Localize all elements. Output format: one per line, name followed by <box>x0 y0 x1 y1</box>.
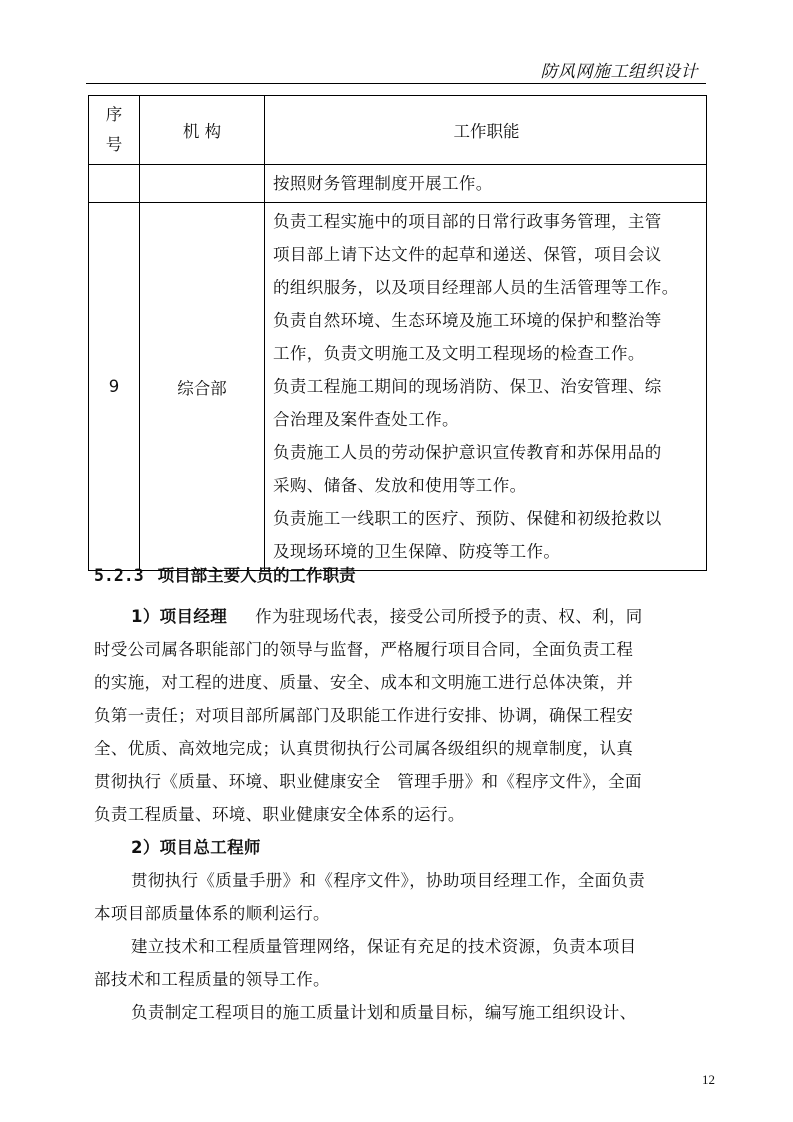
page-header <box>86 55 706 84</box>
paragraph-line <box>131 603 643 627</box>
cell-function <box>265 203 707 571</box>
function-line: 合治理及案件查处工作。 <box>273 410 459 429</box>
function-line: 采购、储备、发放和使用等工作。 <box>273 476 527 495</box>
paragraph-line: 负第一责任；对项目部所属部门及职能工作进行安排、协调，确保工程安 <box>94 706 634 725</box>
function-line: 的组织服务，以及项目经理部人员的生活管理等工作。 <box>273 278 679 297</box>
function-line: 负责工程实施中的项目部的日常行政事务管理，主管 <box>273 212 662 231</box>
function-line: 负责施工人员的劳动保护意识宣传教育和苏保用品的 <box>273 443 662 462</box>
header-no-char-1: 序 <box>105 105 123 124</box>
paragraph-line: 时受公司属各职能部门的领导与监督，严格履行项目合同，全面负责工程 <box>94 640 634 659</box>
function-line: 负责施工一线职工的医疗、预防、保健和初级抢救以 <box>273 509 662 528</box>
function-line: 及现场环境的卫生保障、防疫等工作。 <box>273 542 561 561</box>
function-line: 项目部上请下达文件的起草和递送、保管，项目会议 <box>273 245 662 264</box>
paragraph-line: 部技术和工程质量的领导工作。 <box>94 970 330 989</box>
function-line: 负责自然环境、生态环境及施工环境的保护和整治等 <box>273 311 662 330</box>
function-line: 负责工程施工期间的现场消防、保卫、治安管理、综 <box>273 377 662 396</box>
paragraph-line: 全、优质、高效地完成；认真贯彻执行公司属各级组织的规章制度，认真 <box>94 739 634 758</box>
column-header-org: 机 构 <box>140 96 265 165</box>
section-title: 项目部主要人员的工作职责 <box>157 566 356 585</box>
project-manager-label: 1）项目经理 <box>131 607 228 626</box>
cell-no <box>89 165 140 203</box>
text-run: 作为驻现场代表，接受公司所授予的责、权、利，同 <box>255 607 643 626</box>
paragraph-line: 负责工程质量、环境、职业健康安全体系的运行。 <box>94 805 465 824</box>
table-header-row <box>89 96 707 165</box>
table-row <box>89 165 707 203</box>
page-number: 12 <box>702 1072 715 1087</box>
cell-function <box>265 165 707 203</box>
cell-org <box>140 165 265 203</box>
section-heading <box>94 562 356 586</box>
document-title: 防风网施工组织设计 <box>540 62 698 82</box>
paragraph-line: 建立技术和工程质量管理网络，保证有充足的技术资源，负责本项目 <box>131 937 637 956</box>
header-no-char-2: 号 <box>105 135 123 154</box>
column-header-function: 工作职能 <box>265 96 707 165</box>
cell-org: 综合部 <box>140 203 265 571</box>
table-row <box>89 203 707 571</box>
paragraph-line: 本项目部质量体系的顺利运行。 <box>94 904 330 923</box>
column-header-no <box>89 96 140 165</box>
cell-no: 9 <box>89 203 140 571</box>
chief-engineer-label: 2）项目总工程师 <box>131 838 261 857</box>
section-number: 5.2.3 <box>94 566 144 585</box>
paragraph-line: 贯彻执行《质量手册》和《程序文件》，协助项目经理工作，全面负责 <box>131 871 646 890</box>
function-line: 工作，负责文明施工及文明工程现场的检查工作。 <box>273 344 645 363</box>
duty-table <box>88 95 707 571</box>
paragraph-line: 负责制定工程项目的施工质量计划和质量目标，编写施工组织设计、 <box>131 1003 637 1022</box>
paragraph-line: 的实施，对工程的进度、质量、安全、成本和文明施工进行总体决策，并 <box>94 673 634 692</box>
paragraph-line: 贯彻执行《质量、环境、职业健康安全 管理手册》和《程序文件》，全面 <box>94 772 642 791</box>
function-line: 按照财务管理制度开展工作。 <box>273 174 493 193</box>
